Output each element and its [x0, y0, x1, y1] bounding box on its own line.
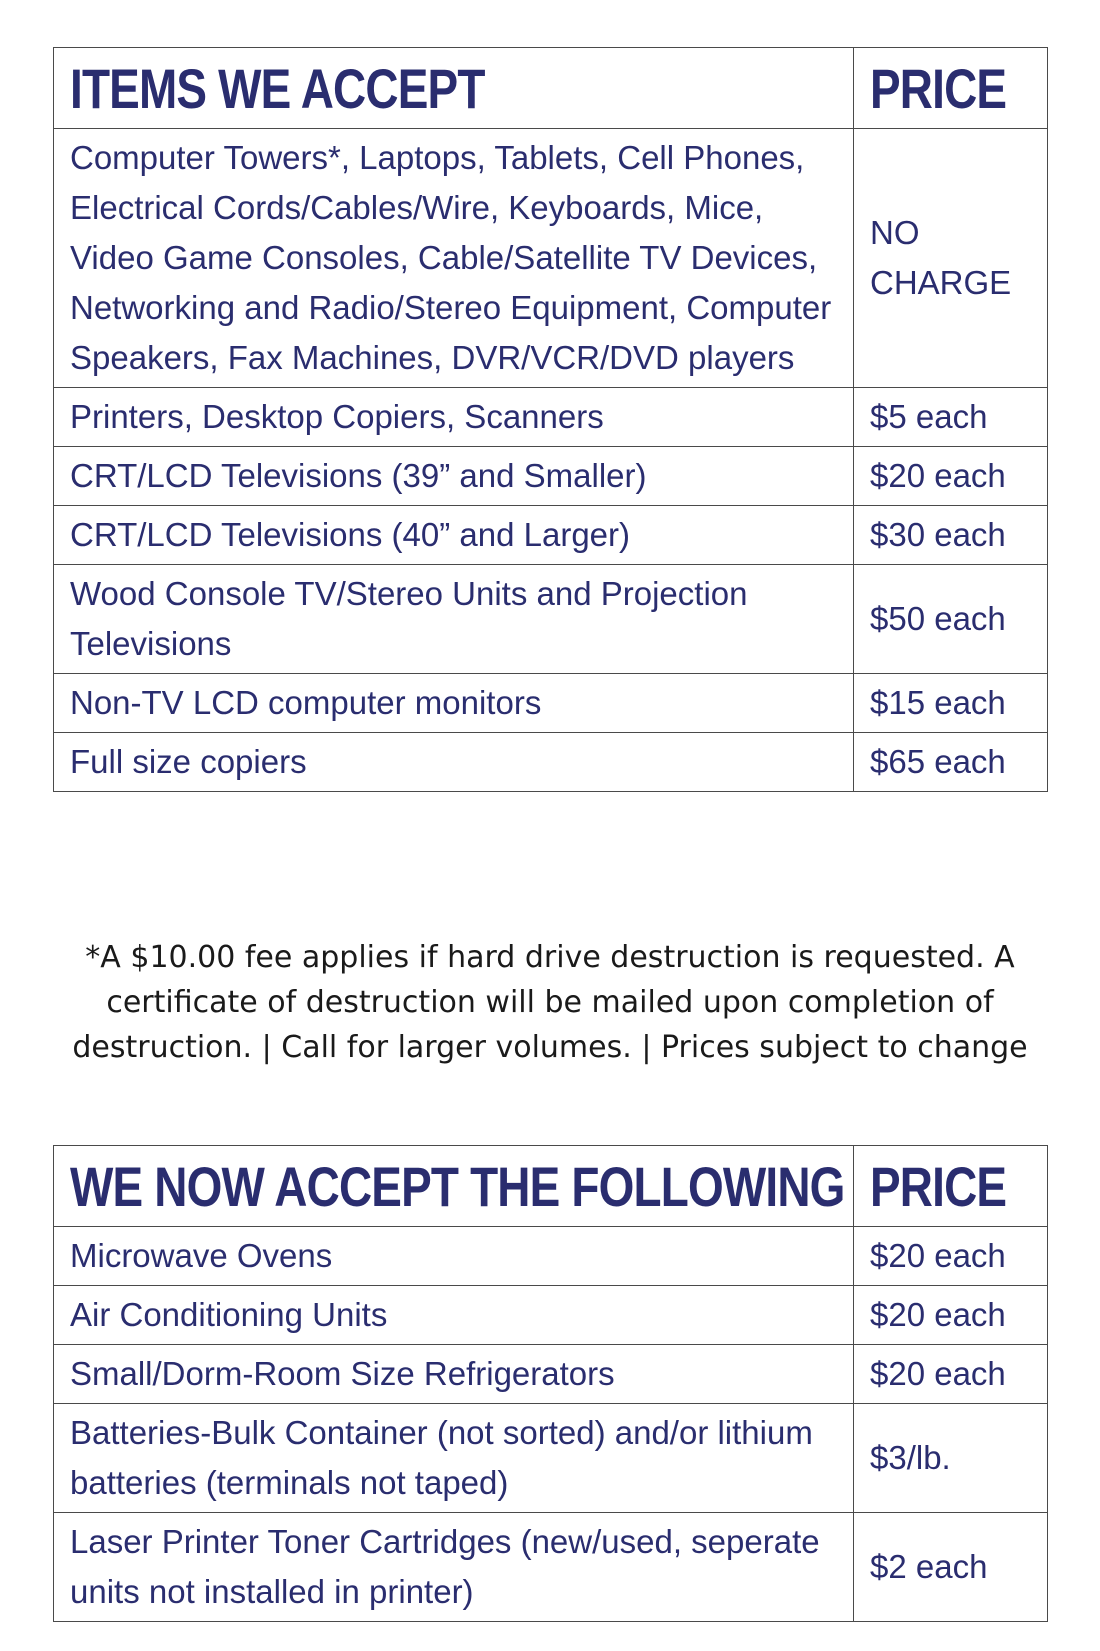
item-cell: Microwave Ovens — [54, 1227, 854, 1286]
price-cell: $65 each — [854, 733, 1048, 792]
table-row — [54, 388, 1048, 447]
item-cell: CRT/LCD Televisions (39” and Smaller) — [54, 447, 854, 506]
item-cell: Wood Console TV/Stereo Units and Projection Televisions — [54, 565, 854, 674]
table-row — [54, 674, 1048, 733]
footnote: *A $10.00 fee applies if hard drive destruction is requested. A certificate of destruction will be mailed upon completion of destruction. | Call for larger volumes. | Prices subject to change — [72, 940, 1028, 1065]
item-cell: Non-TV LCD computer monitors — [54, 674, 854, 733]
table-row — [54, 1513, 1048, 1622]
item-cell: Small/Dorm-Room Size Refrigerators — [54, 1345, 854, 1404]
items-we-accept-table — [53, 47, 1048, 792]
table-row — [54, 1345, 1048, 1404]
price-cell: $30 each — [854, 506, 1048, 565]
we-now-accept-table — [53, 1145, 1048, 1622]
price-cell: $20 each — [854, 1227, 1048, 1286]
table-row — [54, 447, 1048, 506]
table-row — [54, 1227, 1048, 1286]
table-row — [54, 1286, 1048, 1345]
item-cell: CRT/LCD Televisions (40” and Larger) — [54, 506, 854, 565]
item-cell: Batteries-Bulk Container (not sorted) and/or lithium batteries (terminals not taped) — [54, 1404, 854, 1513]
table-header-row — [54, 1146, 1048, 1227]
table-row — [54, 129, 1048, 388]
price-cell: $20 each — [854, 447, 1048, 506]
table-header-row — [54, 48, 1048, 129]
table-row — [54, 1404, 1048, 1513]
price-cell: $3/lb. — [854, 1404, 1048, 1513]
item-cell: Computer Towers*, Laptops, Tablets, Cell Phones, Electrical Cords/Cables/Wire, Keyboards, Mice, Video Game Consoles, Cable/Satellite TV Devices, Networking and Radio/Stereo Equipment, Computer Speakers, Fax Machines, DVR/VCR/DVD players — [54, 129, 854, 388]
header-price: PRICE — [854, 1146, 1048, 1227]
header-price: PRICE — [854, 48, 1048, 129]
table-row — [54, 565, 1048, 674]
price-cell: $5 each — [854, 388, 1048, 447]
header-items: ITEMS WE ACCEPT — [54, 48, 854, 129]
price-cell: $2 each — [854, 1513, 1048, 1622]
price-cell: $20 each — [854, 1345, 1048, 1404]
item-cell: Full size copiers — [54, 733, 854, 792]
item-cell: Laser Printer Toner Cartridges (new/used, seperate units not installed in printer) — [54, 1513, 854, 1622]
table-row — [54, 506, 1048, 565]
price-cell: $20 each — [854, 1286, 1048, 1345]
header-items: WE NOW ACCEPT THE FOLLOWING — [54, 1146, 854, 1227]
price-cell: NO CHARGE — [854, 129, 1048, 388]
item-cell: Printers, Desktop Copiers, Scanners — [54, 388, 854, 447]
item-cell: Air Conditioning Units — [54, 1286, 854, 1345]
price-cell: $50 each — [854, 565, 1048, 674]
price-cell: $15 each — [854, 674, 1048, 733]
table-row — [54, 733, 1048, 792]
